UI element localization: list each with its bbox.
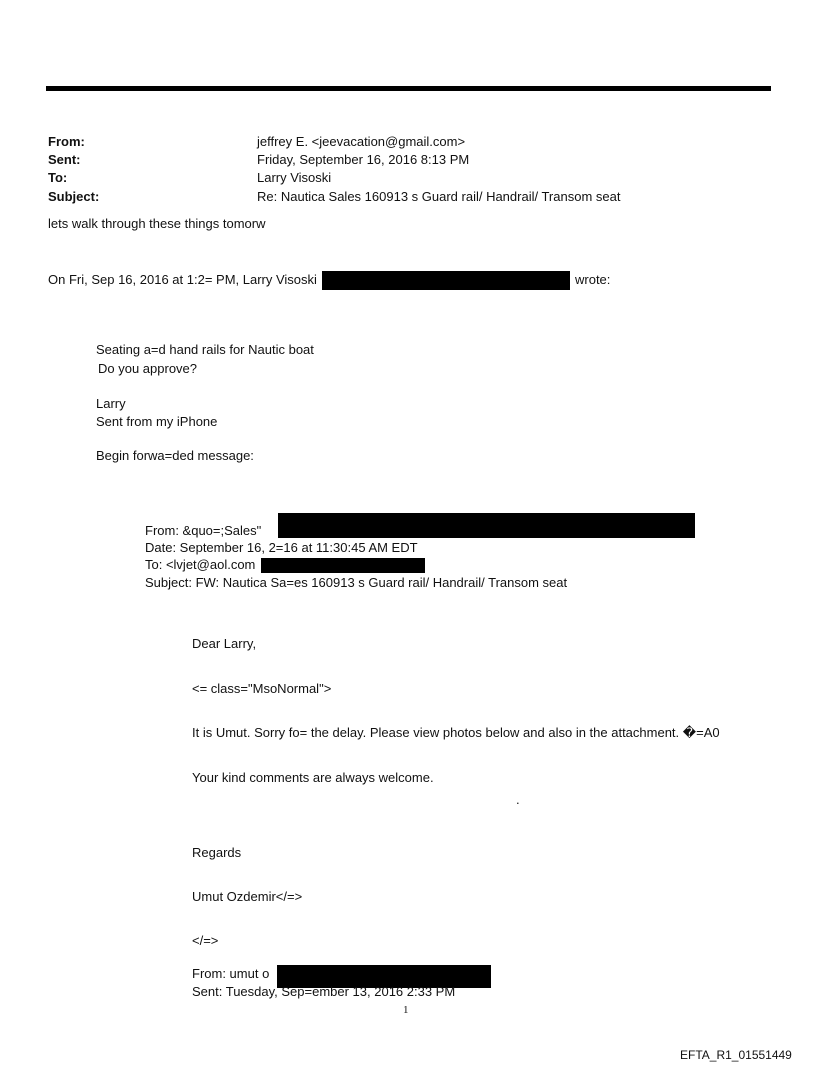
kind-line: Your kind comments are always welcome. (192, 770, 434, 785)
redaction (322, 271, 570, 290)
quote-intro: On Fri, Sep 16, 2016 at 1:2= PM, Larry Visoski (48, 272, 317, 287)
sent-value: Friday, September 16, 2016 8:13 PM (257, 152, 470, 167)
subject-value: Re: Nautica Sales 160913 s Guard rail/ Handrail/ Transom seat (257, 189, 621, 204)
umut-line: It is Umut. Sorry fo= the delay. Please view photos below and also in the attachment. �=A0 (192, 725, 720, 740)
fwd-from: From: &quo=;Sales" (145, 523, 262, 538)
sent-label: Sent: (48, 152, 81, 167)
stray-dot: . (516, 792, 520, 807)
redaction (261, 558, 425, 573)
regards-line: Regards (192, 845, 242, 860)
from-value: jeffrey E. <jeevacation@gmail.com> (257, 134, 466, 149)
redaction (278, 513, 695, 538)
to-value: Larry Visoski (257, 170, 332, 185)
dear-line: Dear Larry, (192, 636, 257, 651)
to-label: To: (48, 170, 68, 185)
mso-line: <= class="MsoNormal"> (192, 681, 332, 696)
orig-sent: Sent: Tuesday, Sep=ember 13, 2016 2:33 PM (192, 984, 456, 999)
larry-line-2: Do you approve? (98, 361, 198, 376)
orig-from: From: umut o (192, 966, 270, 981)
larry-sent-from: Sent from my iPhone (96, 414, 218, 429)
document-id: EFTA_R1_01551449 (680, 1048, 792, 1062)
quote-intro-end: wrote: (575, 272, 611, 287)
begin-forward: Begin forwa=ded message: (96, 448, 254, 463)
close-tag: </=> (192, 933, 219, 948)
larry-line-1: Seating a=d hand rails for Nautic boat (96, 342, 314, 357)
fwd-date: Date: September 16, 2=16 at 11:30:45 AM EDT (145, 540, 418, 555)
page-number: 1 (403, 1004, 409, 1016)
header-rule (46, 86, 771, 91)
from-label: From: (48, 134, 85, 149)
reply-text: lets walk through these things tomorw (48, 216, 266, 231)
subject-label: Subject: (48, 189, 100, 204)
fwd-subject: Subject: FW: Nautica Sa=es 160913 s Guard rail/ Handrail/ Transom seat (145, 575, 568, 590)
fwd-to: To: <lvjet@aol.com (145, 557, 256, 572)
larry-signature: Larry (96, 396, 126, 411)
umut-signature: Umut Ozdemir</=> (192, 889, 303, 904)
